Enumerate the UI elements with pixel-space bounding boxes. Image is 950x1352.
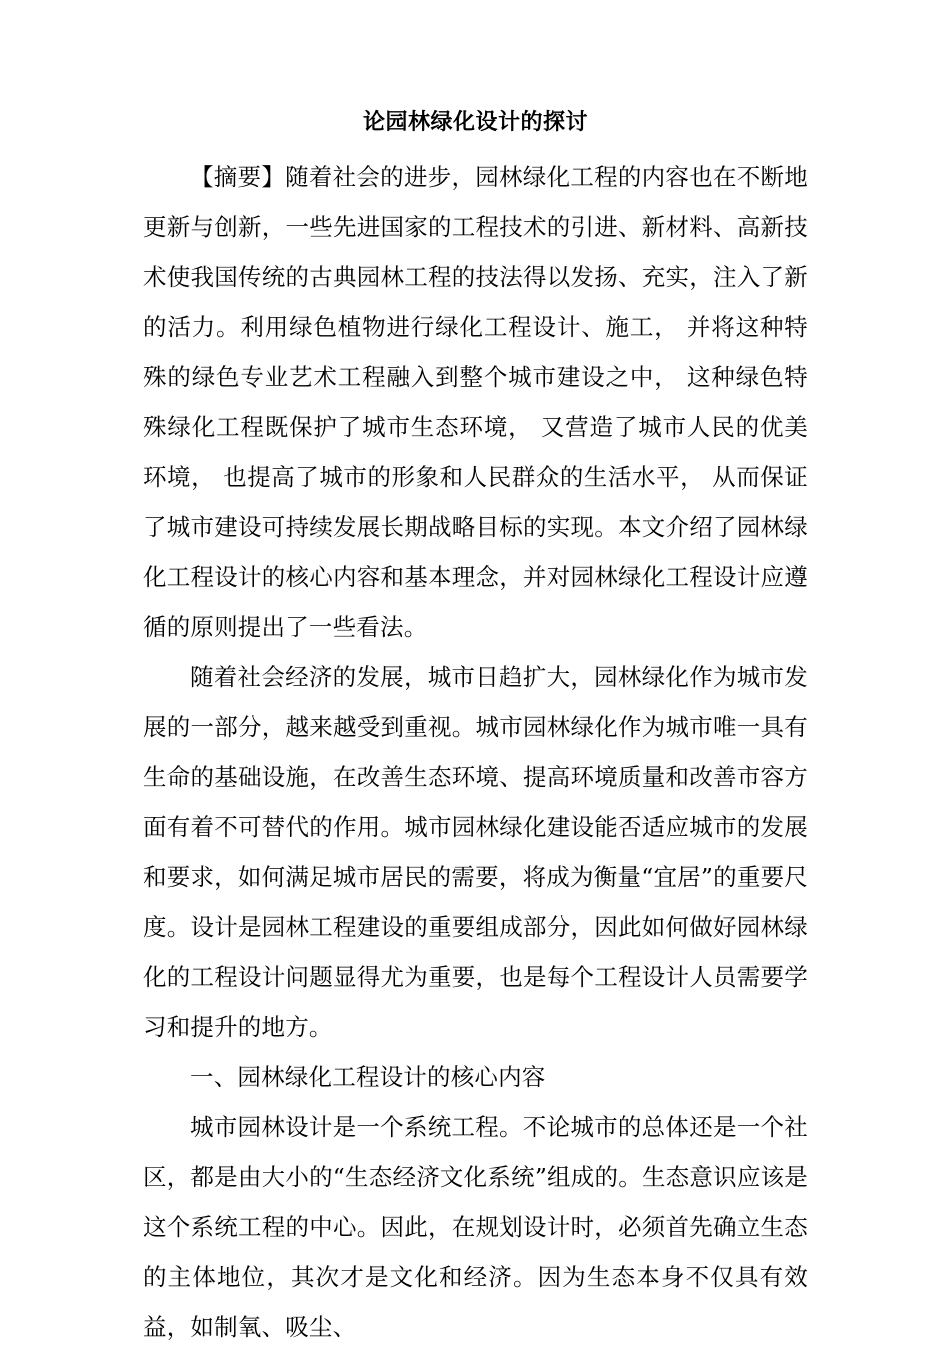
document-body: [143, 102, 808, 1352]
body-paragraph: 城市园林设计是一个系统工程。不论城市的总体还是一个社区，都是由大小的“生态经济文化系统”组成的。生态意识应该是这个系统工程的中心。因此，在规划设计时，必须首先确立生态的主体地位，其次才是文化和经济。因为生态本身不仅具有效益，如制氧、吸尘、: [143, 1113, 808, 1341]
abstract-paragraph: 【摘要】随着社会的进步，园林绿化工程的内容也在不断地更新与创新，一些先进国家的工程技术的引进、新材料、高新技术使我国传统的古典园林工程的技法得以发扬、充实，注入了新的活力。利用绿色植物进行绿化工程设计、施工， 并将这种特殊的绿色专业艺术工程融入到整个城市建设之中， 这种绿色特殊绿化工程既保护了城市生态环境， 又营造了城市人民的优美环境， 也提高了城市的形象和人民群众的生活水平， 从而保证了城市建设可持续发展长期战略目标的实现。本文介绍了园林绿化工程设计的核心内容和基本理念，并对园林绿化工程设计应遵循的原则提出了一些看法。: [143, 163, 808, 641]
document-title: 论园林绿化设计的探讨: [362, 109, 588, 135]
intro-paragraph: 随着社会经济的发展，城市日趋扩大，园林绿化作为城市发展的一部分，越来越受到重视。城市园林绿化作为城市唯一具有生命的基础设施，在改善生态环境、提高环境质量和改善市容方面有着不可替代的作用。城市园林绿化建设能否适应城市的发展和要求，如何满足城市居民的需要，将成为衡量“宜居”的重要尺度。设计是园林工程建设的重要组成部分，因此如何做好园林绿化的工程设计问题显得尤为重要，也是每个工程设计人员需要学习和提升的地方。: [143, 663, 808, 1041]
section-heading: 一、园林绿化工程设计的核心内容: [190, 1063, 546, 1091]
